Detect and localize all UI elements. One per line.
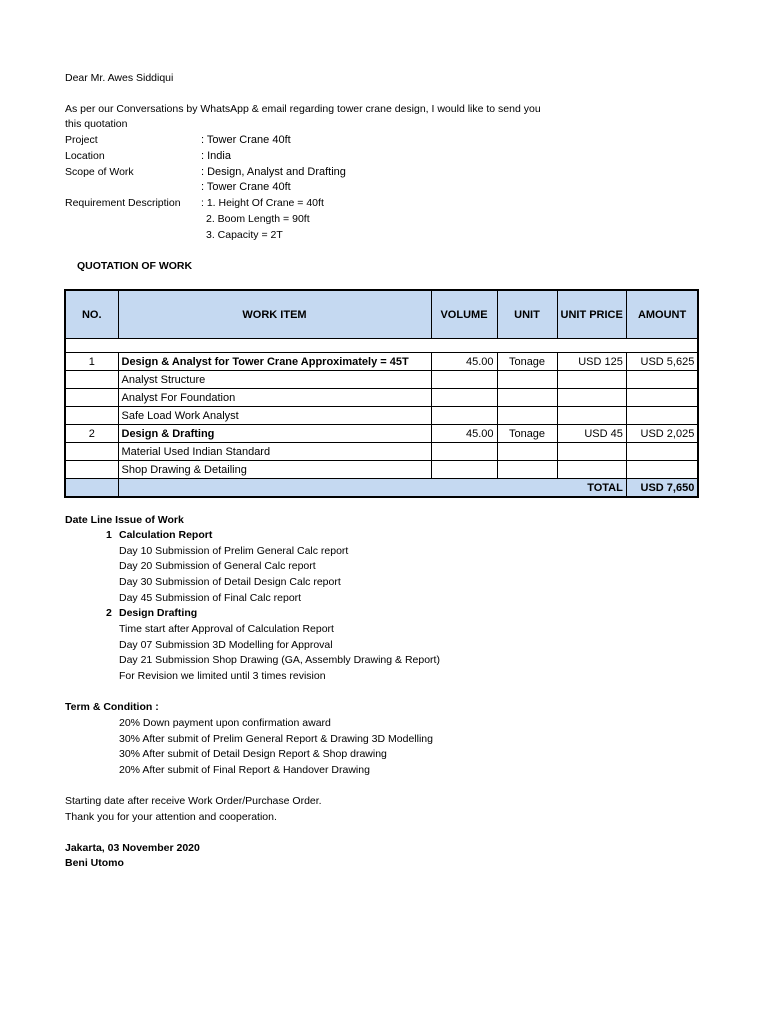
dateline-s1-item: Day 45 Submission of Final Calc report [119,592,302,604]
row-amount: USD 5,625 [626,353,698,371]
place-date: Jakarta, 03 November 2020 [65,842,200,854]
terms-title: Term & Condition : [65,701,159,713]
total-value: USD 7,650 [626,479,698,498]
row-unit [497,371,557,389]
row-unit-price [557,407,626,425]
row-no [65,371,118,389]
location-value: : India [201,150,231,162]
row-volume [431,443,497,461]
row-item: Shop Drawing & Detailing [118,461,431,479]
signer-name: Beni Utomo [65,857,124,869]
table-total-row [65,479,698,498]
row-unit [497,407,557,425]
table-row [65,461,698,479]
spacer-cell [557,339,626,353]
dateline-s2-title: Design Drafting [119,607,198,619]
closing-line-2: Thank you for your attention and cooperation. [65,811,277,823]
row-volume: 45.00 [431,353,497,371]
row-amount [626,461,698,479]
requirement-3: 3. Capacity = 2T [206,229,283,241]
total-empty-cell [65,479,118,498]
row-unit: Tonage [497,353,557,371]
row-no: 1 [65,353,118,371]
dateline-s1-title: Calculation Report [119,529,213,541]
row-item: Analyst Structure [118,371,431,389]
row-item: Safe Load Work Analyst [118,407,431,425]
terms-item: 30% After submit of Prelim General Report & Drawing 3D Modelling [119,733,433,745]
row-amount [626,371,698,389]
row-volume [431,461,497,479]
quotation-title: QUOTATION OF WORK [77,260,193,272]
row-unit-price [557,443,626,461]
row-unit [497,389,557,407]
dateline-s2-item: For Revision we limited until 3 times revision [119,670,326,682]
table-row [65,425,698,443]
header-unit-price: UNIT PRICE [557,290,626,339]
row-no [65,407,118,425]
row-amount [626,389,698,407]
spacer-cell [626,339,698,353]
table-row [65,443,698,461]
requirement-label: Requirement Description [65,197,181,209]
project-value: : Tower Crane 40ft [201,134,291,146]
requirement-1: : 1. Height Of Crane = 40ft [201,197,324,209]
row-unit-price [557,389,626,407]
closing-line-1: Starting date after receive Work Order/Purchase Order. [65,795,322,807]
row-amount [626,407,698,425]
row-item: Design & Analyst for Tower Crane Approximately = 45T [118,353,431,371]
table-row [65,353,698,371]
spacer-cell [118,339,431,353]
quotation-table [64,289,699,498]
row-unit: Tonage [497,425,557,443]
header-unit: UNIT [497,290,557,339]
table-spacer-row [65,339,698,353]
dateline-s2-item: Time start after Approval of Calculation Report [119,623,334,635]
dateline-s1-number: 1 [106,529,112,541]
row-volume: 45.00 [431,425,497,443]
dateline-s1-item: Day 20 Submission of General Calc report [119,560,316,572]
row-no [65,461,118,479]
terms-item: 20% Down payment upon confirmation award [119,717,331,729]
row-amount [626,443,698,461]
dateline-s2-number: 2 [106,607,112,619]
row-volume [431,389,497,407]
header-no: NO. [65,290,118,339]
dateline-s2-item: Day 07 Submission 3D Modelling for Approval [119,639,333,651]
table-row [65,389,698,407]
header-volume: VOLUME [431,290,497,339]
dateline-title: Date Line Issue of Work [65,514,184,526]
row-unit-price [557,461,626,479]
scope-label: Scope of Work [65,166,134,178]
header-work-item: WORK ITEM [118,290,431,339]
spacer-cell [497,339,557,353]
table-header-row [65,290,698,339]
row-unit-price [557,371,626,389]
row-volume [431,371,497,389]
row-no [65,389,118,407]
spacer-cell [65,339,118,353]
row-item: Analyst For Foundation [118,389,431,407]
intro-line-2: this quotation [65,118,128,130]
requirement-2: 2. Boom Length = 90ft [206,213,310,225]
row-unit [497,461,557,479]
scope-value: : Design, Analyst and Drafting [201,166,346,178]
table-row [65,371,698,389]
row-no [65,443,118,461]
row-item: Material Used Indian Standard [118,443,431,461]
dateline-s1-item: Day 30 Submission of Detail Design Calc report [119,576,341,588]
total-label: TOTAL [118,479,626,498]
spacer-cell [431,339,497,353]
table-row [65,407,698,425]
dateline-s1-item: Day 10 Submission of Prelim General Calc report [119,545,349,557]
row-no: 2 [65,425,118,443]
terms-item: 30% After submit of Detail Design Report & Shop drawing [119,748,387,760]
dateline-s2-item: Day 21 Submission Shop Drawing (GA, Assembly Drawing & Report) [119,654,440,666]
row-item: Design & Drafting [118,425,431,443]
header-amount: AMOUNT [626,290,698,339]
project-label: Project [65,134,98,146]
location-label: Location [65,150,105,162]
row-unit [497,443,557,461]
terms-item: 20% After submit of Final Report & Handover Drawing [119,764,370,776]
row-unit-price: USD 125 [557,353,626,371]
greeting: Dear Mr. Awes Siddiqui [65,72,174,84]
row-amount: USD 2,025 [626,425,698,443]
scope-value-2: : Tower Crane 40ft [201,181,291,193]
row-unit-price: USD 45 [557,425,626,443]
intro-line-1: As per our Conversations by WhatsApp & email regarding tower crane design, I would like to send you [65,103,541,115]
row-volume [431,407,497,425]
